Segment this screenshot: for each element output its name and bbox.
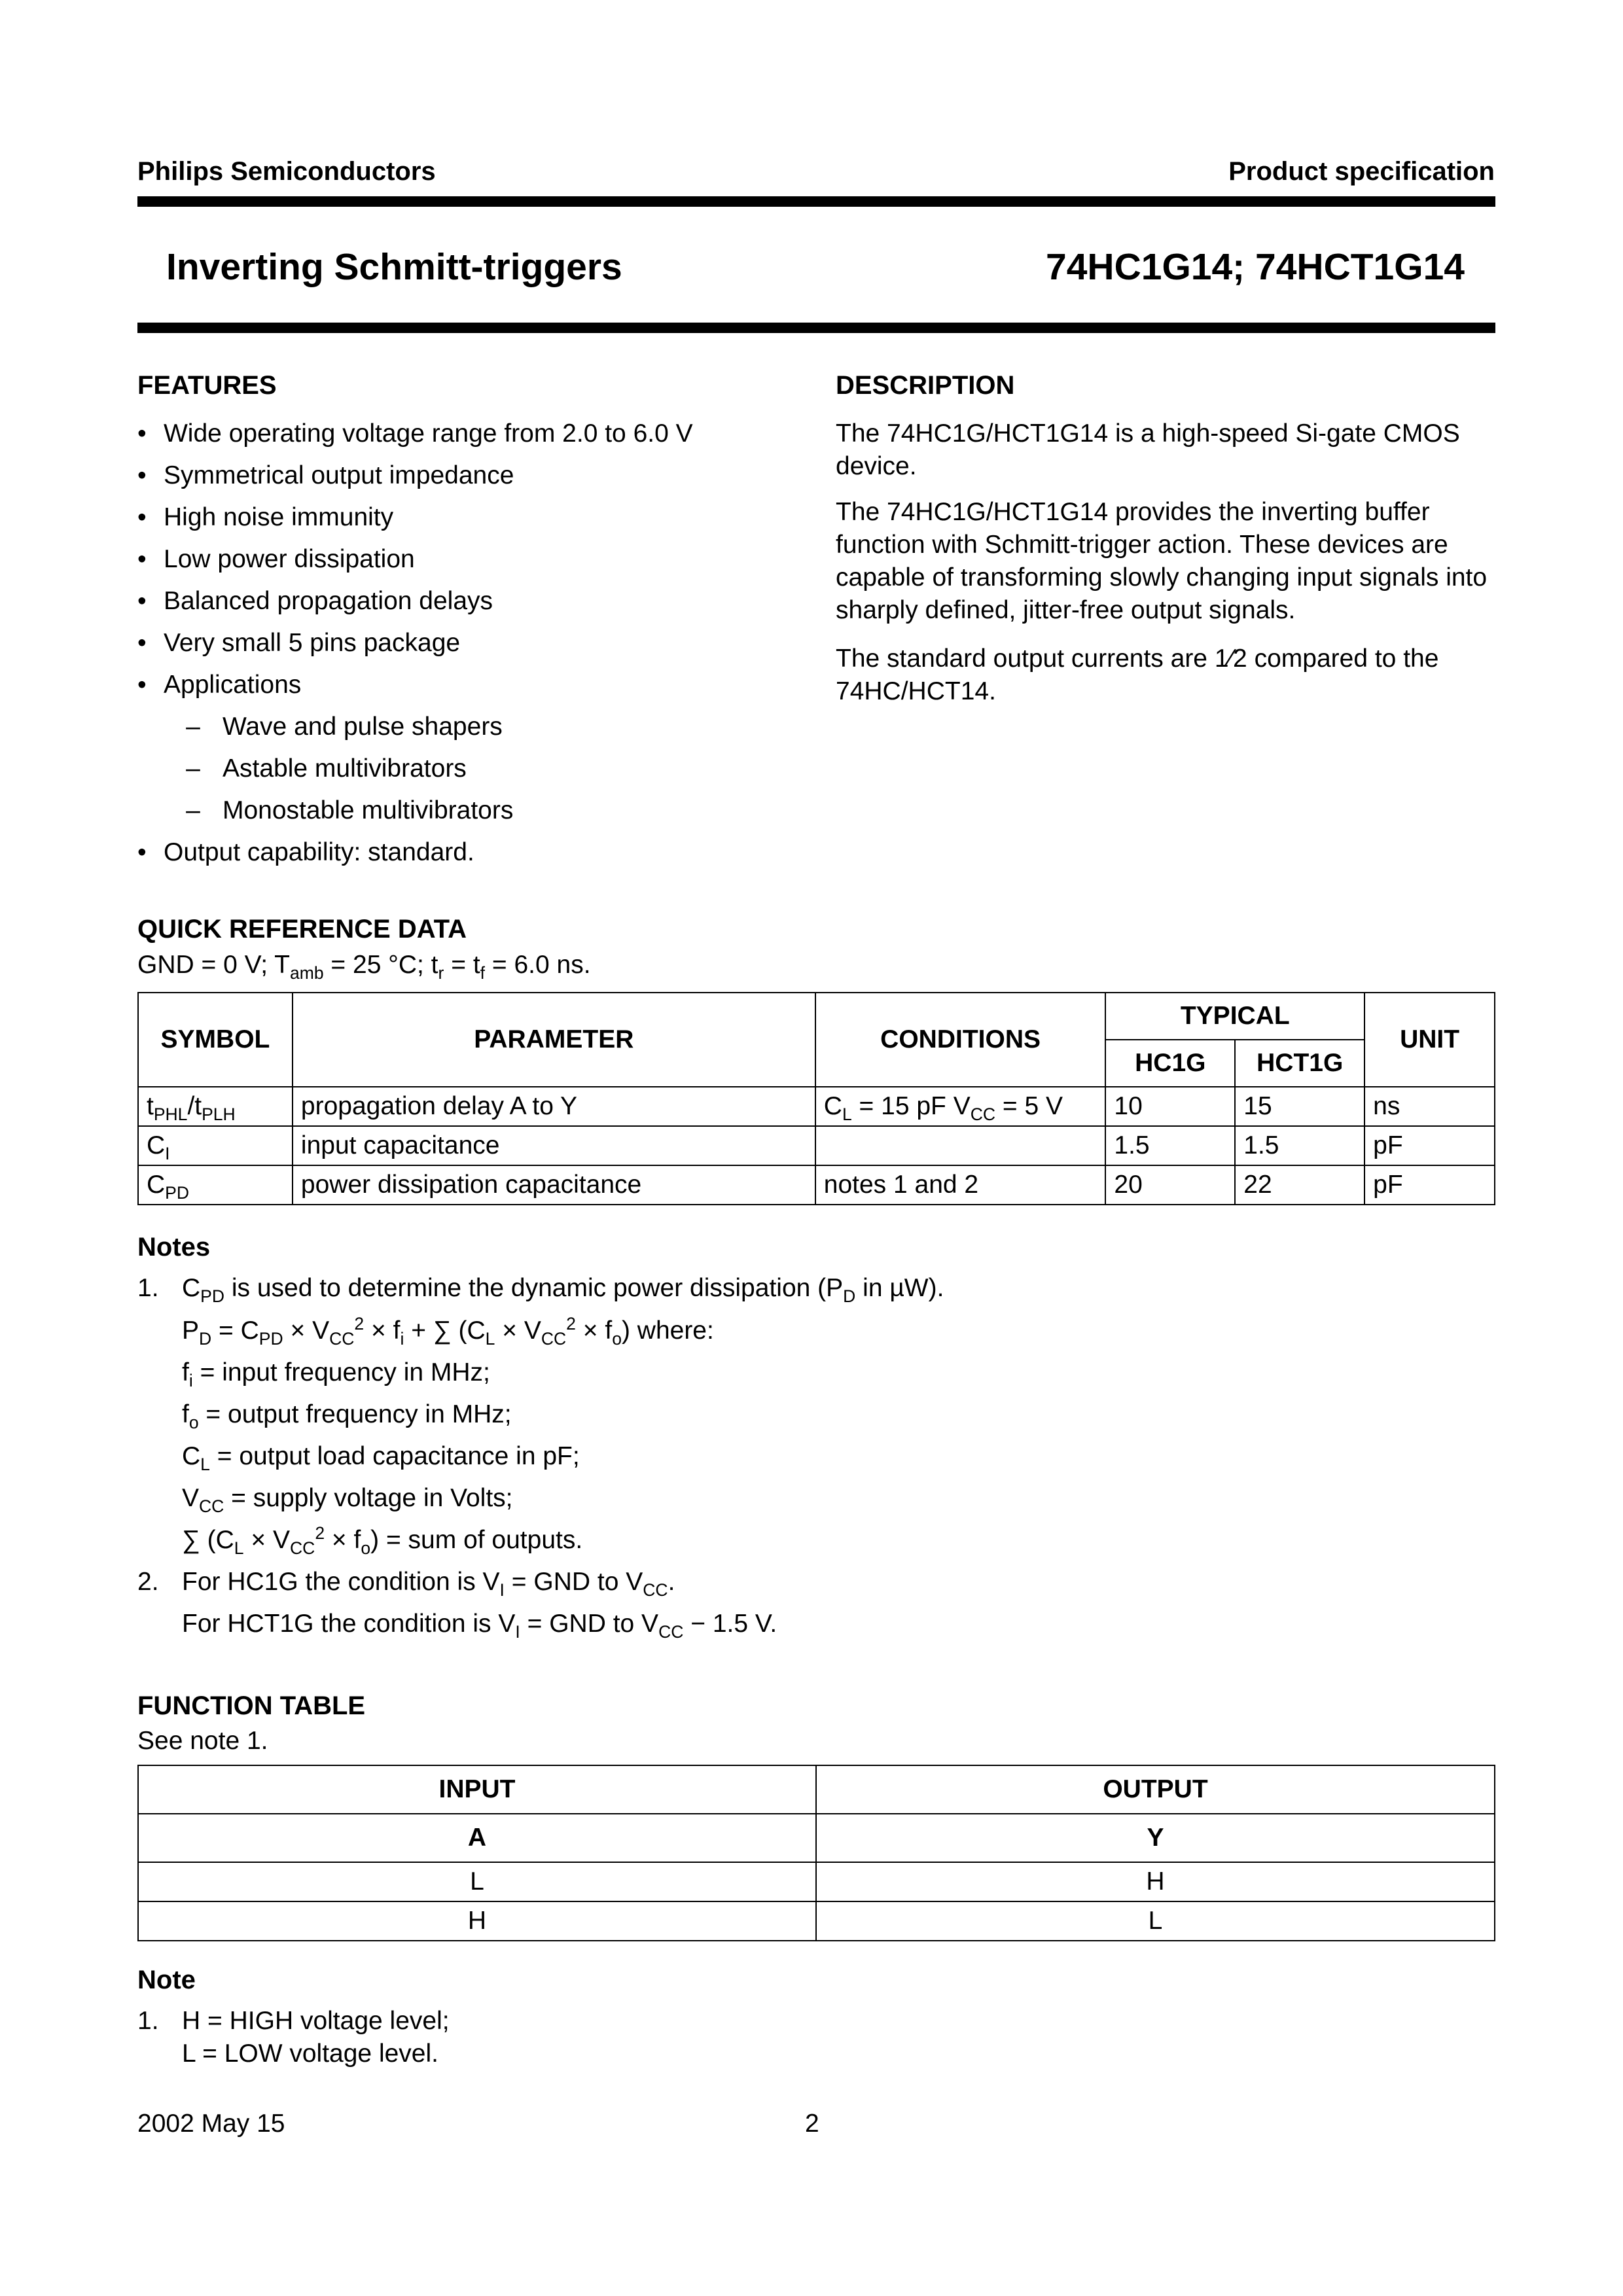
feature-item: • Symmetrical output impedance: [137, 461, 514, 489]
col-conditions: CONDITIONS: [815, 993, 1106, 1087]
note-number: 2.: [137, 1568, 159, 1596]
col-hc1g: HC1G: [1105, 1040, 1235, 1087]
feature-sub-item: – Monostable multivibrators: [186, 796, 514, 824]
note-1-sum: ∑ $(C_L \times V_{CC}^2 \times f_o)$ = sum of outputs.: [182, 1523, 583, 1558]
input-cell: L: [138, 1862, 816, 1901]
table-row: [138, 1901, 1495, 1941]
part-numbers: 74HC1G14; 74HCT1G14: [1046, 246, 1465, 288]
input-cell: H: [138, 1901, 816, 1941]
note-1-fi: $f_i$ = input frequency in MHz;: [182, 1358, 490, 1390]
feature-item: • Applications: [137, 671, 302, 699]
col-output: OUTPUT: [816, 1765, 1495, 1814]
note-2-line-1: For HC1G the condition is $V_I$ = GND to $V_{CC}$.: [182, 1568, 675, 1600]
feature-item: • Output capability: standard.: [137, 838, 474, 866]
parameter-cell: input capacitance: [293, 1126, 815, 1165]
footer-date: 2002 May 15: [137, 2110, 285, 2138]
feature-sub-item: – Astable multivibrators: [186, 754, 467, 783]
company-name: Philips Semiconductors: [137, 157, 436, 186]
description-heading: DESCRIPTION: [836, 371, 1015, 400]
description-paragraph-3: The standard output currents are 1⁄2 compared to the 74HC/HCT14.: [836, 645, 1439, 705]
quick-reference-table: [137, 992, 1495, 1205]
col-input: INPUT: [138, 1765, 816, 1814]
unit-cell: pF: [1364, 1126, 1495, 1165]
function-table: [137, 1765, 1495, 1941]
note-1-vcc: $V_{CC}$ = supply voltage in Volts;: [182, 1484, 513, 1516]
note-1-line-1: $C_{PD}$ is used to determine the dynamic power dissipation ($P_D$ in µW).: [182, 1274, 944, 1306]
feature-item: • Low power dissipation: [137, 545, 415, 573]
note-line-1: H = HIGH voltage level;: [182, 2007, 450, 2035]
note-1-fo: $f_o$ = output frequency in MHz;: [182, 1400, 512, 1432]
note-line-2: L = LOW voltage level.: [182, 2040, 438, 2068]
feature-item: • Balanced propagation delays: [137, 587, 493, 615]
hct1g-cell: 1.5: [1235, 1126, 1364, 1165]
output-cell: H: [816, 1862, 1495, 1901]
hc1g-cell: 10: [1105, 1087, 1235, 1126]
col-symbol: SYMBOL: [138, 993, 293, 1087]
hct1g-cell: 15: [1235, 1087, 1364, 1126]
note-number: 1.: [137, 2007, 159, 2035]
function-table-subtitle: See note 1.: [137, 1727, 268, 1755]
feature-item: • Very small 5 pins package: [137, 629, 461, 657]
feature-item: • High noise immunity: [137, 503, 394, 531]
conditions-cell: [815, 1126, 1106, 1165]
parameter-cell: power dissipation capacitance: [293, 1165, 815, 1205]
features-heading: FEATURES: [137, 371, 277, 400]
col-unit: UNIT: [1364, 993, 1495, 1087]
description-paragraph-2: The 74HC1G/HCT1G14 provides the inverting buffer function with Schmitt-trigger action. These devices are capable of transforming slowly changing input signals into sharply defined, jitter-free output signals.: [836, 498, 1488, 624]
unit-cell: ns: [1364, 1087, 1495, 1126]
table-row: [138, 1087, 1495, 1126]
col-typical: TYPICAL: [1105, 993, 1364, 1040]
feature-sub-item: – Wave and pulse shapers: [186, 713, 503, 741]
col-parameter: PARAMETER: [293, 993, 815, 1087]
page-title: Inverting Schmitt-triggers: [166, 246, 622, 288]
description-paragraph-1: The 74HC1G/HCT1G14 is a high-speed Si-gate CMOS device.: [836, 419, 1460, 480]
feature-item: • Wide operating voltage range from 2.0 to 6.0 V: [137, 419, 693, 448]
unit-cell: pF: [1364, 1165, 1495, 1205]
col-hct1g: HCT1G: [1235, 1040, 1364, 1087]
conditions-cell: $C_L = 15$ pF $V_{CC} = 5$ V: [815, 1087, 1106, 1126]
note-number: 1.: [137, 1274, 159, 1302]
conditions-cell: notes 1 and 2: [815, 1165, 1106, 1205]
doc-type: Product specification: [1228, 157, 1495, 186]
function-table-heading: FUNCTION TABLE: [137, 1691, 366, 1720]
table-row: [138, 1126, 1495, 1165]
quick-reference-heading: QUICK REFERENCE DATA: [137, 915, 467, 944]
output-cell: L: [816, 1901, 1495, 1941]
header-rule-bottom: [137, 323, 1495, 333]
note-2-line-2: For HCT1G the condition is $V_I$ = GND to $V_{CC} - 1.5$ V.: [182, 1610, 777, 1642]
symbol-cell: $C_I$: [138, 1126, 293, 1165]
hc1g-cell: 1.5: [1105, 1126, 1235, 1165]
parameter-cell: propagation delay A to Y: [293, 1087, 815, 1126]
note-heading: Note: [137, 1966, 196, 1994]
sub-output: Y: [816, 1814, 1495, 1862]
symbol-cell: $t_{PHL}/t_{PLH}$: [138, 1087, 293, 1126]
table-row: [138, 1165, 1495, 1205]
table-row: [138, 1862, 1495, 1901]
hc1g-cell: 20: [1105, 1165, 1235, 1205]
hct1g-cell: 22: [1235, 1165, 1364, 1205]
symbol-cell: $C_{PD}$: [138, 1165, 293, 1205]
note-1-formula: $P_D = C_{PD} \times V_{CC}^2 \times f_i$ + ∑ $(C_L \times V_{CC}^2 \times f_o)$ where:: [182, 1314, 714, 1349]
page-number: 2: [805, 2110, 819, 2138]
note-1-cl: $C_L$ = output load capacitance in pF;: [182, 1442, 580, 1474]
notes-heading: Notes: [137, 1233, 211, 1262]
sub-input: A: [138, 1814, 816, 1862]
header-rule-top: [137, 196, 1495, 207]
quick-reference-conditions: GND = 0 V; $T_{amb} = 25$ °C; $t_r = t_f = 6.0$ ns.: [137, 951, 591, 983]
